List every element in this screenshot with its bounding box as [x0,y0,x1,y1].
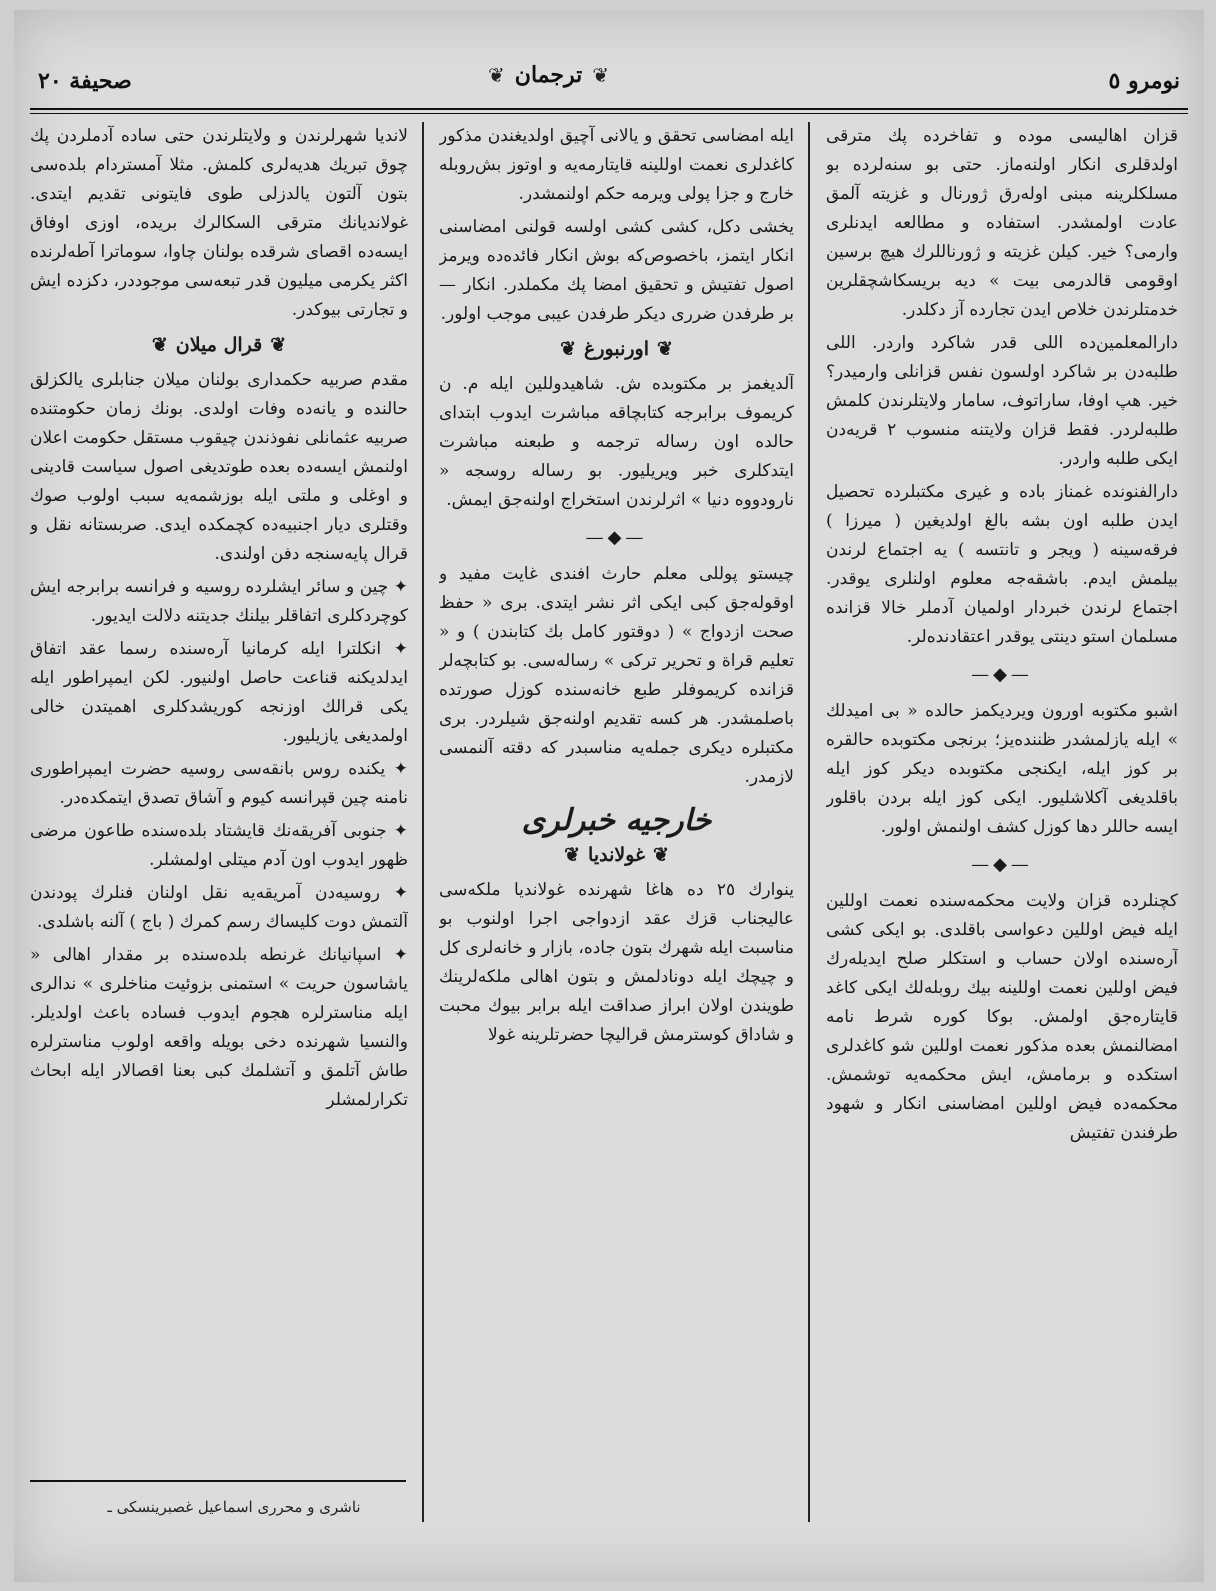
section-heading-text: غولاندیا [588,844,645,866]
ornament-icon: ❦ [560,338,577,360]
ornament-icon: ❦ [270,334,287,356]
ornament-icon: ❦ [652,844,669,866]
newspaper-title: ترجمان [514,62,583,88]
header-rule [30,108,1188,110]
ornament-icon: ❦ [592,63,609,87]
ornament-icon: ❦ [151,334,168,356]
paragraph: ینوارك ٢٥ ده هاغا شهرنده غولاندیا ملکه‌سی عالیجناب قزك عقد ازدواجی اجرا اولنوب بو مناسبت ایله شهرك بتون جاده، بازار و خانه‌لری کل و چیچك ایله دونادلمش و بتون اهالی ملکه‌لرینك طویندن اولان ابراز صداقت ایله برابر بیوك محبت و شاداق کوسترمش قرالیچا حضرتلرینه غولا [439,880,794,1045]
page-header [30,62,1188,102]
column-right [826,122,1178,1522]
issue-number: نومرو ٥ [1108,68,1180,94]
paragraph: قزان اهالیسی موده و تفاخرده پك مترقی اولدقلری انکار اولنه‌ماز. حتی بو سنه‌لرده بو مسلکلرینه مبنی اوله‌رق ژورنال و غزیته آلمق عادت اولمشدر. استفاده و مطالعه ایدنلری وارمی؟ خیر. کیلن غزیته و ژورناللرك هیچ برسین اوقومی قالدرمی بیت » دیه بریسکاشچقلرین خدمتلرندن خلاص ایدن تجارده آز دکلدر. [826,126,1178,320]
paragraph: دارالمعلمین‌ده اللی قدر شاکرد واردر. اللی طلبه‌دن بر شاکرد اولسون نفس قزانلی وارمیدر؟ خیر. هپ اوفا، ساراتوف، سامار ولایتلرندن کلمش طلبه‌لردر. فقط قزان ولایتنه منسوب ٢ قریه‌دن ایکی طلبه واردر. [826,333,1178,469]
newspaper-page [14,10,1204,1582]
ornament-icon: ❦ [488,63,505,87]
section-heading [439,841,794,870]
paragraph: چیستو پوللی معلم حارث افندی غایت مفید و اوقوله‌جق کبی ایکی اثر نشر ایتدی. بری « حفظ صحت ازدواج » ( دوقتور کامل بك کتابندن ) و « تعلیم قراة و تحریر ترکی » رساله‌سی. بو کتابچه‌لر قزانده کریموفلر طبع خانه‌سنده کوزل صورتده باصلمشدر. هر کسه تقدیم اولنه‌جق شیلردر. بری مکتبلره دیکری جمله‌یه مناسبدر که دقته آلنمسی لازمدر. [439,564,794,787]
news-item: ✦ اسپانیانك غرنطه بلده‌سنده بر مقدار اهالی « یاشاسون حریت » استمنی بزوئیت مناخلری » ندالری ایله مناسترلره هجوم ایدوب فساده باعث اولدیلر. والنسیا شهرنده دخی بویله واقعه اولوب مناسترلره طاش آتلمق و آتشلمك کبی بعنا اقصالار ایله ابحاث تکرارلمشلر [30,945,408,1110]
header-rule-thin [30,113,1188,114]
news-item: ✦ روسیه‌دن آمریقه‌یه نقل اولنان فنلرك پودندن آلتمش دوت کلیساك رسم کمرك ( باج ) آلنه باشلدی. [30,883,408,932]
column-divider [422,122,424,1522]
paragraph: ایله امضاسی تحقق و یالانی آچیق اولدیغندن مذکور کاغدلری نعمت اوللینه قایتارمه‌یه و اوتوز بش‌روبله خارج و جزا پولی ویرمه حکم اولنمشدر. [439,126,794,204]
publisher-line: ناشرى و محررى اسماعیل غصبرینسکی ـ [107,1498,361,1516]
news-item: ✦ جنوبی آفریقه‌نك قایشتاد بلده‌سنده طاعون مرضی ظهور ایدوب اون آدم میتلی اولمشلر. [30,821,408,870]
column-left [30,122,408,1462]
ornament-icon: ❦ [564,844,581,866]
paragraph: اشبو مکتوبه اورون ویردیکمز حالده « بی امیدلك » ایله یازلمشدر ظننده‌یز؛ برنجی مکتوبده حالقره بر کوز ایله، ایکنجی مکتوبده دیکر کوز ایله باقلدیغی آکلاشلیور. ایکی کوز ایله بردن باقلور ایسه حاللر دها کوزل کشف اولنمش اولور. [826,701,1178,837]
news-item: ✦ چین و سائر ایشلرده روسیه و فرانسه برابرجه ایش کوچردکلری اتفاقلر بیلنك جدیتنه دلالت ایدیور. [30,577,408,626]
paragraph: لاندیا شهرلرندن و ولایتلرندن حتی ساده آدملردن پك چوق تبریك هدیه‌لری کلمش. مثلا آمستردام بلده‌سی بتون آلتون یالدزلی طوی فایتونی تقدیم ایتدی. غولاندیانك مترقی السکالرك بریده، اوزی اوفاق ایسه‌ده اقصای شرقده بولنان چاوا، سوماترا آطه‌لرنده اکثر یکرمی میلیون قدر تبعه‌سی موجوددر، دکزده ایش و تجارتی بیوکدر. [30,126,408,320]
paragraph: آلدیغمز بر مکتوبده ش. شاهیدوللین ایله م. ن کریموف برابرجه کتابچاقه مباشرت ایدوب ابتدای حالده اون رساله ترجمه و طبعنه مباشرت ایتدکلری خبر ویریلیور. بو رساله روسجه « نارودووه دنیا » اثرلرندن استخراج اولنه‌جق ایمش. [439,374,794,510]
news-item: ✦ یکنده روس بانقه‌سی روسیه حضرت ایمپراطوری نامنه چین قپرانسه کیوم و آشاق تصدق ایتمکده‌در. [30,759,408,808]
footer-rule [30,1480,406,1482]
paragraph: کچنلرده قزان ولایت محکمه‌سنده نعمت اوللین ایله فیض اوللین دعواسی باقلدی. بو ایکی کشی آره‌سنده اولان حساب و استکلر صلح ایدیله‌رك فیض اوللین نعمت اوللینه بیك روبله‌لك ایکی کاغد قایتاره‌جق اولمش. بوکا کوره شرط نامه امضالنمش بعده مذکور نعمت اوللین شو کاغدلری استکده و برمامش، ایش محکمه‌یه توشمش. محکمه‌ده فیض اوللین امضاسنی انکار و شهود طرفندن تفتیش [826,891,1178,1143]
page-number: صحيفة ٢٠ [38,68,132,94]
paragraph: مقدم صربیه حکمداری بولنان میلان جنابلری یالکزلق حالنده و یانه‌ده وفات اولدی. بونك زمان حکومتنده صربیه عثمانلی نفوذندن چیقوب مستقل حکومت اعلان اولنمش ایسه‌ده بعده طوتدیغی اصول سیاست قادینی و اوغلی و ملتی ایله بوزشمه‌یه سبب اولوب صوك وقتلری دیار اجنبیه‌ده کچمکده ایدی. صربستانه نقل و قرال پایه‌سنجه دفن اولندی. [30,370,408,564]
foreign-news-title: خارجیه خبرلری [521,803,712,838]
section-heading-text: قرال میلان [175,334,263,356]
news-item: ✦ انکلترا ایله کرمانیا آره‌سنده رسما عقد اتفاق ایدلدیکنه قناعت حاصل اولنیور. لکن ایمپراطور ایله یکی قرالك اوزنجه کوریشدکلری اهمیتدن خالی اولمدیغی یازیلیور. [30,639,408,746]
ornament-icon: ❦ [657,338,673,360]
paragraph: دارالفنونده غمناز باده و غیری مکتبلرده تحصیل ایدن طلبه اون بشه بالغ اولدیغین ( میرزا ) فرقه‌سینه ( ویجر و تانتسه ) یه اجتماع لرندن بیلمش ایدم. باشقه‌جه معلوم اولنلری یوقدر. اجتماع لرندن خبردار اولمیان آدملر خالا قزانده مسلمان استو دینتی یوقدر اعتقادنده‌لر. [826,482,1178,647]
column-middle [439,122,794,1522]
section-heading [439,335,794,364]
separator-icon: —◆— [971,664,1033,685]
paragraph: یخشی دکل، کشی کشی اولسه قولنی امضاسنی انکار ایتمز، باخصوص‌که بوش انکار فائده‌ده ویرمز اصول تفتیش و تحقیق امضا پك مکملدر. انکار — بر طرفدن ضرری دیکر طرفدن عیبی موجب اولور. [439,217,794,324]
separator-icon: —◆— [971,854,1033,875]
separator-icon: —◆— [585,527,648,548]
section-heading [30,331,408,360]
column-divider [808,122,810,1522]
section-heading-text: اورنبورغ [584,338,649,360]
